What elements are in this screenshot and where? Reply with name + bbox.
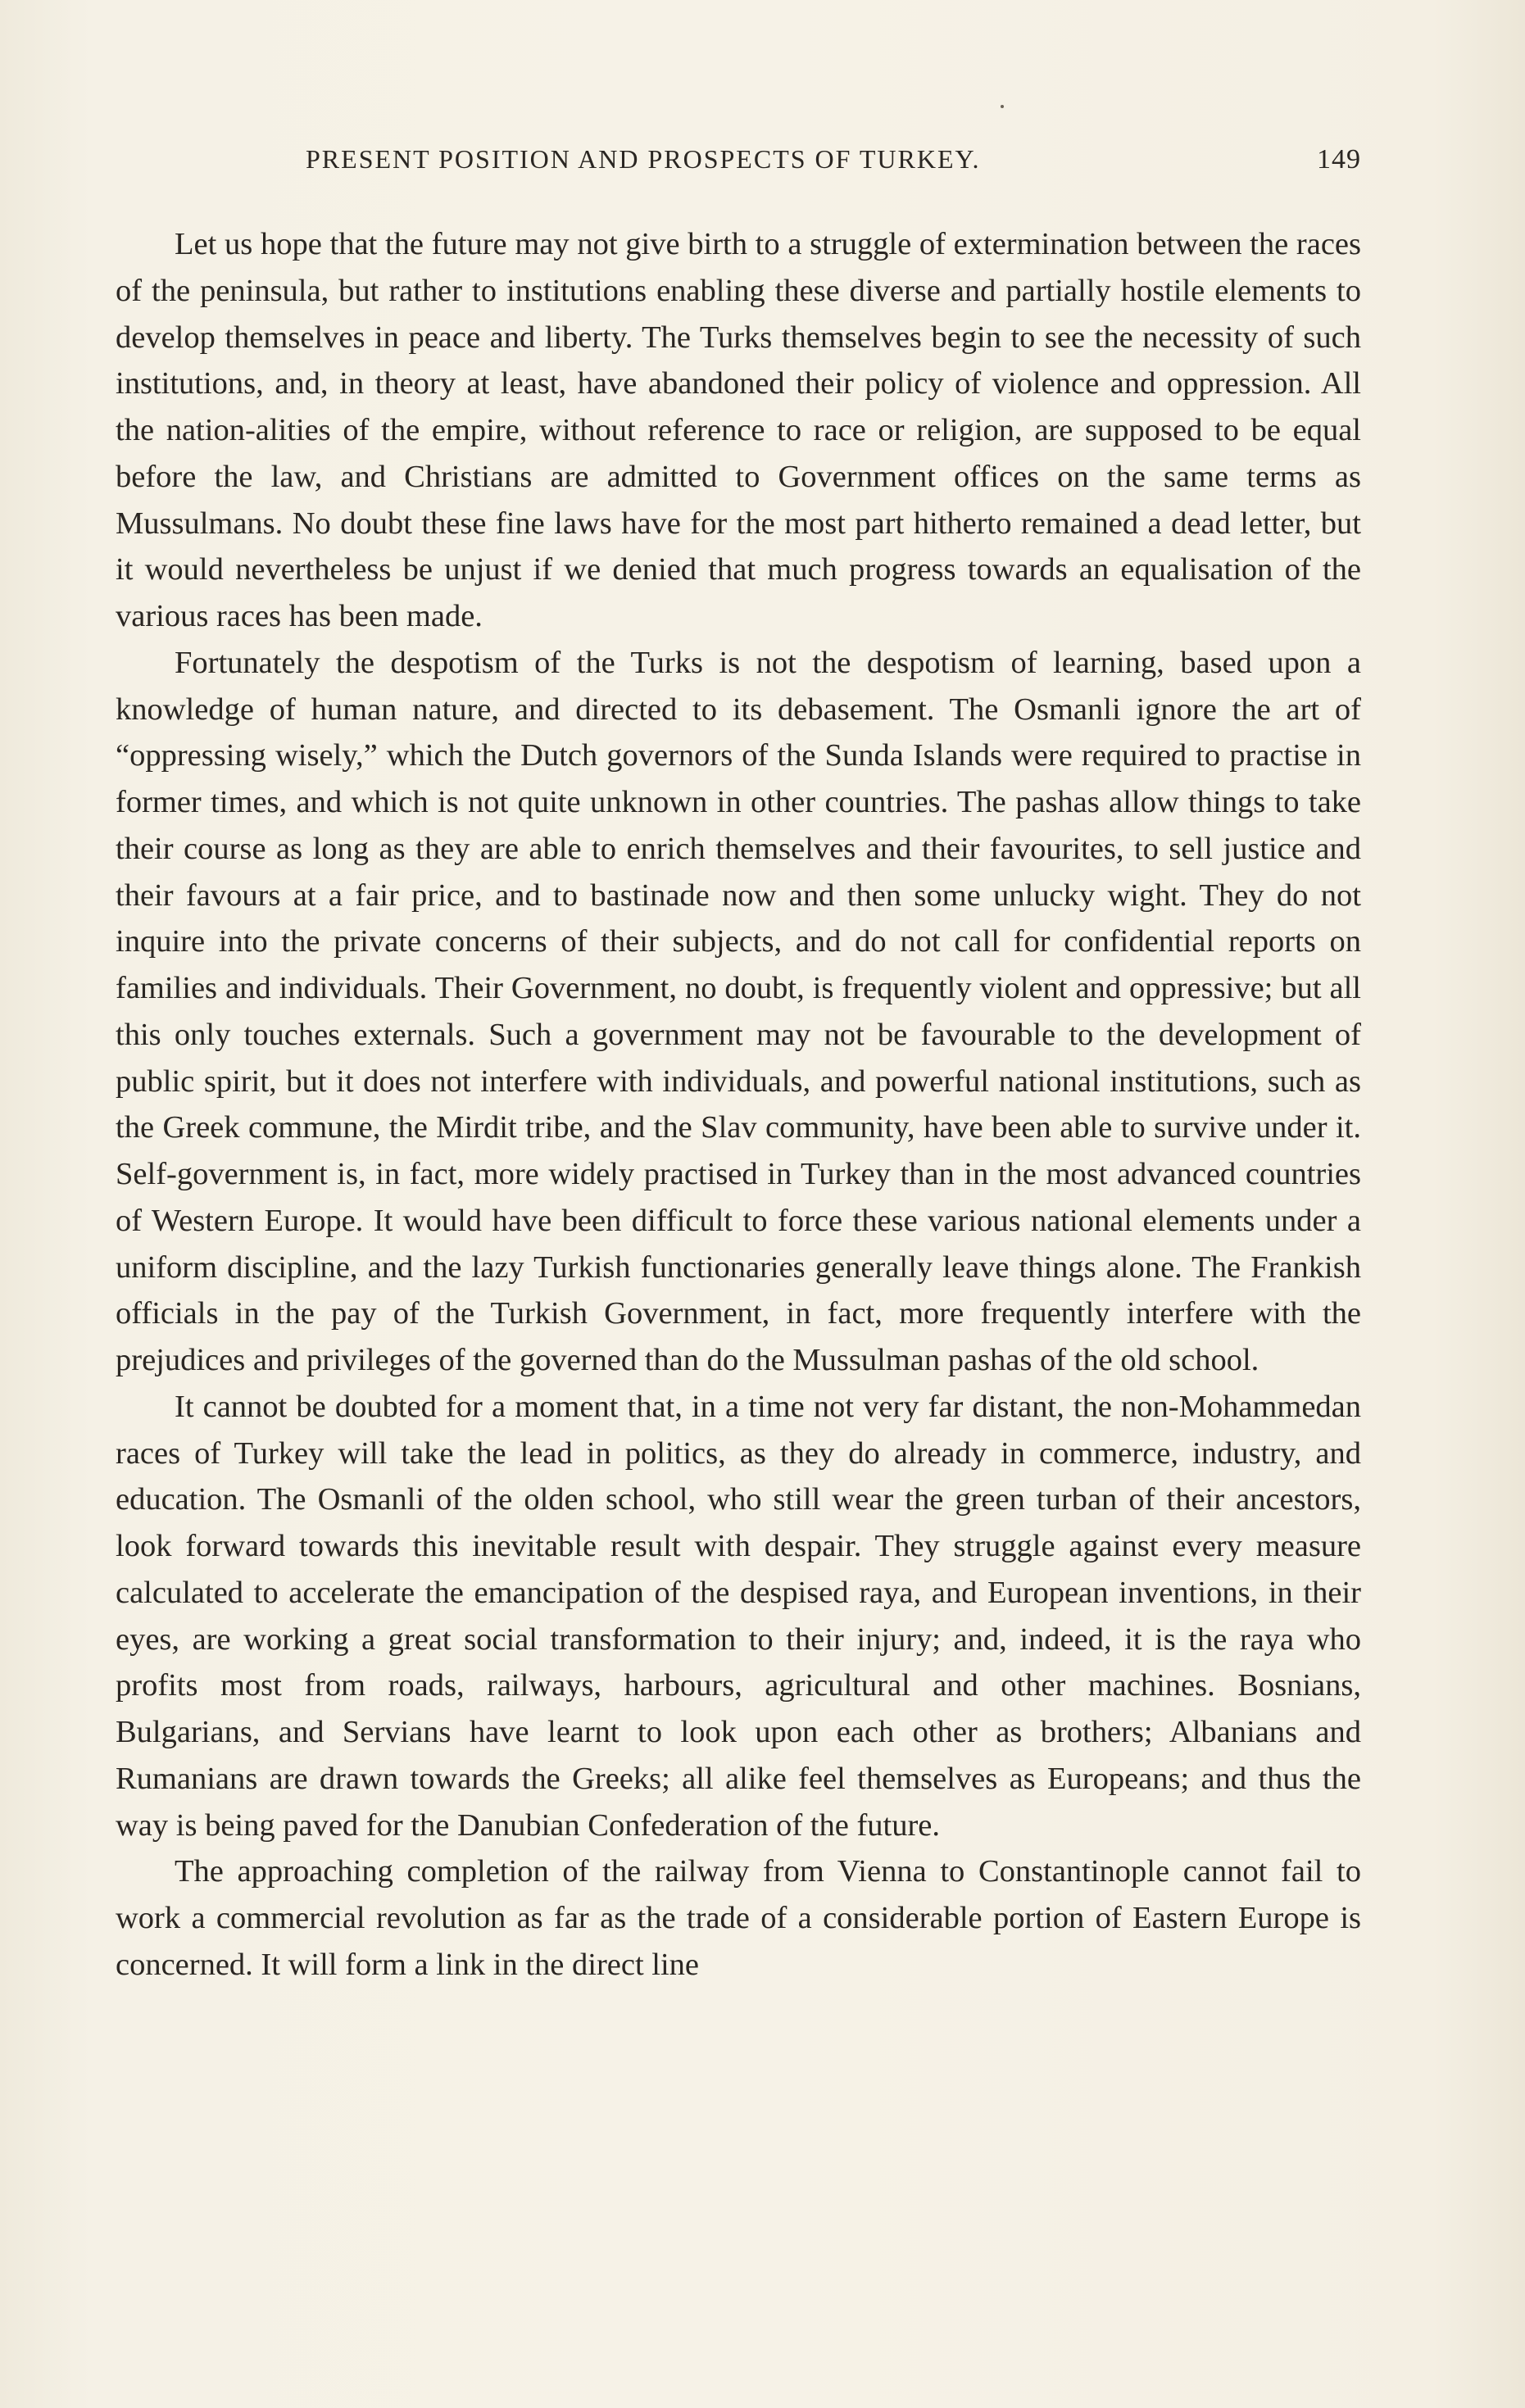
paragraph: Fortunately the despotism of the Turks is not the despotism of learning, based upon a knowledge of human nature, and directed to its debasement. The Osmanli ignore the art of “oppressing wisely,” which the Dutch governors of the Sunda Islands were required to practise in former times, and which is not quite unknown in other countries. The pashas allow things to take their course as long as they are able to enrich themselves and their favourites, to sell justice and their favours at a fair price, and to bastinade now and then some unlucky wight. They do not inquire into the private concerns of their subjects, and do not call for confidential reports on families and individuals. Their Government, no doubt, is frequently violent and oppressive; but all this only touches externals. Such a government may not be favourable to the development of public spirit, but it does not interfere with individuals, and powerful national institutions, such as the Greek commune, the Mirdit tribe, and the Slav community, have been able to survive under it. Self-government is, in fact, more widely practised in Turkey than in the most advanced countries of Western Europe. It would have been difficult to force these various national elements under a uniform discipline, and the lazy Turkish functionaries generally leave things alone. The Frankish officials in the pay of the Turkish Government, in fact, more frequently interfere with the prejudices and privileges of the governed than do the Mussulman pashas of the old school. xyxy=(116,645,1361,1377)
paper-speck xyxy=(1001,105,1004,108)
running-title: PRESENT POSITION AND PROSPECTS OF TURKEY. xyxy=(306,144,981,174)
body-text xyxy=(116,221,1361,1989)
paragraph: Let us hope that the future may not give birth to a struggle of extermination between the races of the peninsula, but rather to institutions enabling these diverse and partially hostile elements to develop themselves in peace and liberty. The Turks themselves begin to see the necessity of such institutions, and, in theory at least, have abandoned their policy of violence and oppression. All the nation-alities of the empire, without reference to race or religion, are supposed to be equal before the law, and Christians are admitted to Government offices on the same terms as Mussulmans. No doubt these fine laws have for the most part hitherto remained a dead letter, but it would nevertheless be unjust if we denied that much progress towards an equalisation of the various races has been made. xyxy=(116,227,1361,633)
paragraph: It cannot be doubted for a moment that, in a time not very far distant, the non-Mohammedan races of Turkey will take the lead in politics, as they do already in commerce, industry, and education. The Osmanli of the olden school, who still wear the green turban of their ancestors, look forward towards this inevitable result with despair. They struggle against every measure calculated to accelerate the emancipation of the despised raya, and European inventions, in their eyes, are working a great social transformation to their injury; and, indeed, it is the raya who profits most from roads, railways, harbours, agricultural and other machines. Bosnians, Bulgarians, and Servians have learnt to look upon each other as brothers; Albanians and Rumanians are drawn towards the Greeks; all alike feel themselves as Europeans; and thus the way is being paved for the Danubian Confederation of the future. xyxy=(116,1389,1361,1843)
page-number: 149 xyxy=(1317,144,1361,175)
paragraph: The approaching completion of the railway from Vienna to Constantinople cannot fail to work a commercial revolution as far as the trade of a considerable portion of Eastern Europe is concerned. It will form a link in the direct line xyxy=(116,1854,1361,1982)
running-head xyxy=(116,144,1361,187)
